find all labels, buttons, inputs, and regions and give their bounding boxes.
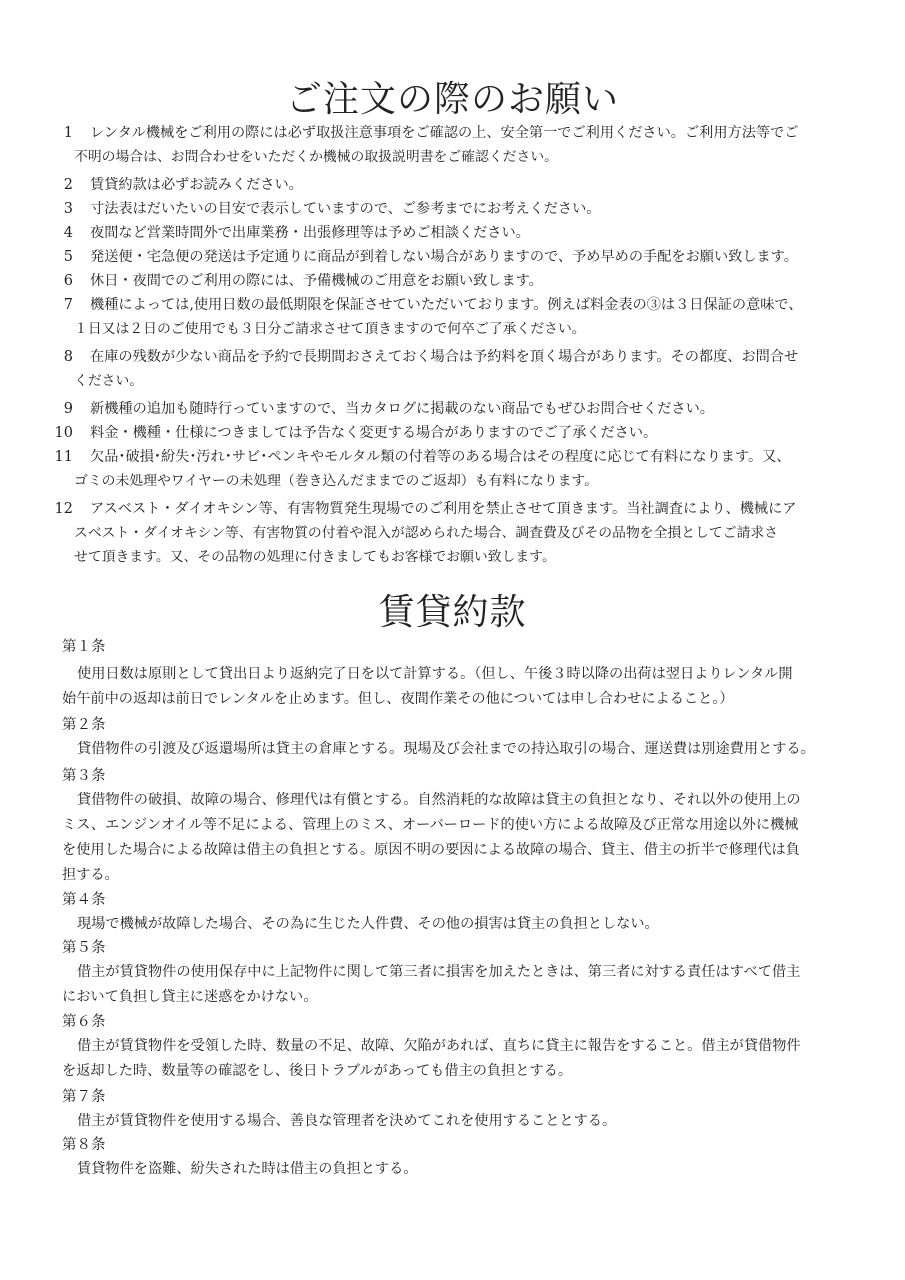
item-number: 12: [54, 501, 73, 517]
item-text: [90, 197, 850, 221]
list-item: [0, 497, 905, 573]
item-line: 発送便・宅急便の発送は予定通りに商品が到着しない場合がありますので、予め早めの手配をお願い致します。: [90, 249, 798, 265]
item-line: 不明の場合は、お問合わせをいただくか機械の取扱説明書をご確認ください。: [74, 149, 558, 165]
item-line: 料金・機種・仕様につきましては予告なく変更する場合がありますのでご了承ください。: [90, 425, 658, 441]
list-item: [0, 421, 905, 445]
article-line: ミス、エンジンオイル等不足による、管理上のミス、オーバーロード的使い方による故障及び正常な用途以外に機械: [62, 817, 799, 833]
item-line: スベスト・ダイオキシン等、有害物質の付着や混入が認められた場合、調査費及びその品物を全損としてご請求さ: [74, 525, 779, 541]
item-number: 8: [63, 349, 73, 365]
article-line: 使用日数は原則として貸出日より返納完了日を以て計算する。（但し、午後３時以降の出荷は翌日よりレンタル開: [77, 666, 793, 682]
article-heading: 第７条: [62, 1089, 106, 1105]
order-notes-list: [0, 121, 905, 573]
article-line: において負担し貸主に迷惑をかけない。: [62, 989, 318, 1005]
item-number: 11: [54, 449, 73, 465]
article-line: 始午前中の返却は前日でレンタルを止めます。但し、夜間作業その他については申し合わせによること。）: [62, 691, 734, 707]
list-item: [0, 173, 905, 197]
article-line: 借主が賃貸物件を受領した時、数量の不足、故障、欠陥があれば、直ちに貸主に報告をすること。借主が貸借物件: [77, 1038, 801, 1054]
article-line: を返却した時、数量等の確認をし、後日トラブルがあっても借主の負担とする。: [62, 1063, 573, 1079]
item-line: 在庫の残数が少ない商品を予約で長期間おさえておく場合は予約料を頂く場合があります。その都度、お問合せ: [90, 349, 799, 365]
list-item: [0, 397, 905, 421]
item-line: ゴミの未処理やワイヤーの未処理（巻き込んだままでのご返却）も有料になります。: [74, 473, 598, 489]
item-text: [90, 245, 850, 269]
item-number: 7: [63, 297, 73, 313]
article-body: [62, 1109, 852, 1134]
article-body: [62, 737, 852, 762]
article-heading: 第２条: [62, 717, 106, 733]
item-number: 6: [63, 273, 73, 289]
item-text: [74, 445, 850, 493]
list-item: [0, 445, 905, 497]
article-line: を使用した場合による故障は借主の負担とする。原因不明の要因による故障の場合、貸主、借主の折半で修理代は負: [62, 842, 800, 858]
article-heading: 第４条: [62, 892, 106, 908]
article-line: 貸借物件の破損、故障の場合、修理代は有償とする。自然消耗的な故障は貸主の負担となり、それ以外の使用上の: [77, 792, 801, 808]
article-heading: 第５条: [62, 940, 106, 956]
article-heading: 第１条: [62, 639, 106, 655]
item-text: [74, 293, 850, 341]
item-line: せて頂きます。又、その品物の処理に付きましてもお客様でお願い致します。: [74, 549, 556, 565]
article-body: [62, 788, 852, 888]
item-text: [74, 345, 850, 393]
item-line: レンタル機械をご利用の際には必ず取扱注意事項をご確認の上、安全第一でご利用ください。ご利用方法等でご: [90, 125, 799, 141]
article-body: [62, 1034, 852, 1084]
article-line: 担する。: [62, 867, 119, 883]
item-line: ください。: [74, 373, 144, 389]
list-item: [0, 121, 905, 173]
item-number: 9: [63, 401, 73, 417]
item-line: 休日・夜間でのご利用の際には、予備機械のご用意をお願い致します。: [90, 273, 543, 289]
item-number: 5: [63, 249, 73, 265]
item-text: [74, 121, 850, 169]
list-item: [0, 197, 905, 221]
list-item: [0, 221, 905, 245]
item-line: 夜間など営業時間外で出庫業務・出張修理等は予めご相談ください。: [90, 225, 530, 241]
item-number: 10: [54, 425, 73, 441]
item-text: [90, 173, 850, 197]
article-line: 借主が賃貸物件の使用保存中に上記物件に関して第三者に損害を加えたときは、第三者に対する責任はすべて借主: [77, 964, 801, 980]
item-text: [90, 421, 850, 445]
article-body: [62, 1157, 852, 1182]
rental-terms-title: 賃貸約款: [378, 592, 527, 633]
article-heading: 第３条: [62, 768, 106, 784]
article-body: [62, 912, 852, 937]
item-number: 4: [63, 225, 73, 241]
item-line: 賃貸約款は必ずお読みください。: [90, 177, 303, 193]
article-line: 借主が賃貸物件を使用する場合、善良な管理者を決めてこれを使用することとする。: [77, 1113, 617, 1129]
item-text: [90, 397, 850, 421]
list-item: [0, 245, 905, 269]
item-line: アスベスト・ダイオキシン等、有害物質発生現場でのご利用を禁止させて頂きます。当社調査により、機械にア: [90, 501, 797, 517]
item-number: 1: [63, 125, 73, 141]
article-body: [62, 960, 852, 1010]
order-notes-title: ご注文の際のお願い: [285, 79, 619, 120]
article-line: 賃貸物件を盗難、紛失された時は借主の負担とする。: [77, 1161, 418, 1177]
item-line: 寸法表はだいたいの目安で表示していますので、ご参考までにお考えください。: [90, 201, 601, 217]
item-line: 機種によっては,使用日数の最低期限を保証させていただいております。例えば料金表の③は３日保証の意味で、: [90, 297, 803, 313]
article-heading: 第８条: [62, 1137, 106, 1153]
article-line: 貸借物件の引渡及び返還場所は貸主の倉庫とする。現場及び会社までの持込取引の場合、運送費は別途費用とする。: [77, 741, 815, 757]
item-line: 新機種の追加も随時行っていますので、当カタログに掲載のない商品でもぜひお問合せください。: [90, 401, 714, 417]
article-body: [62, 662, 852, 712]
item-text: [90, 221, 850, 245]
item-number: 3: [63, 201, 73, 217]
article-heading: 第６条: [62, 1014, 106, 1030]
article-line: 現場で機械が故障した場合、その為に生じた人件費、その他の損害は貸主の負担としない。: [77, 916, 659, 932]
item-line: １日又は２日のご使用でも３日分ご請求させて頂きますので何卒ご了承ください。: [74, 321, 586, 337]
list-item: [0, 293, 905, 345]
list-item: [0, 269, 905, 293]
item-text: [74, 497, 850, 569]
item-text: [90, 269, 850, 293]
list-item: [0, 345, 905, 397]
item-line: 欠品･破損･紛失･汚れ･サビ･ペンキやモルタル類の付着等のある場合はその程度に応じて有料になります。又、: [90, 449, 791, 465]
item-number: 2: [63, 177, 73, 193]
